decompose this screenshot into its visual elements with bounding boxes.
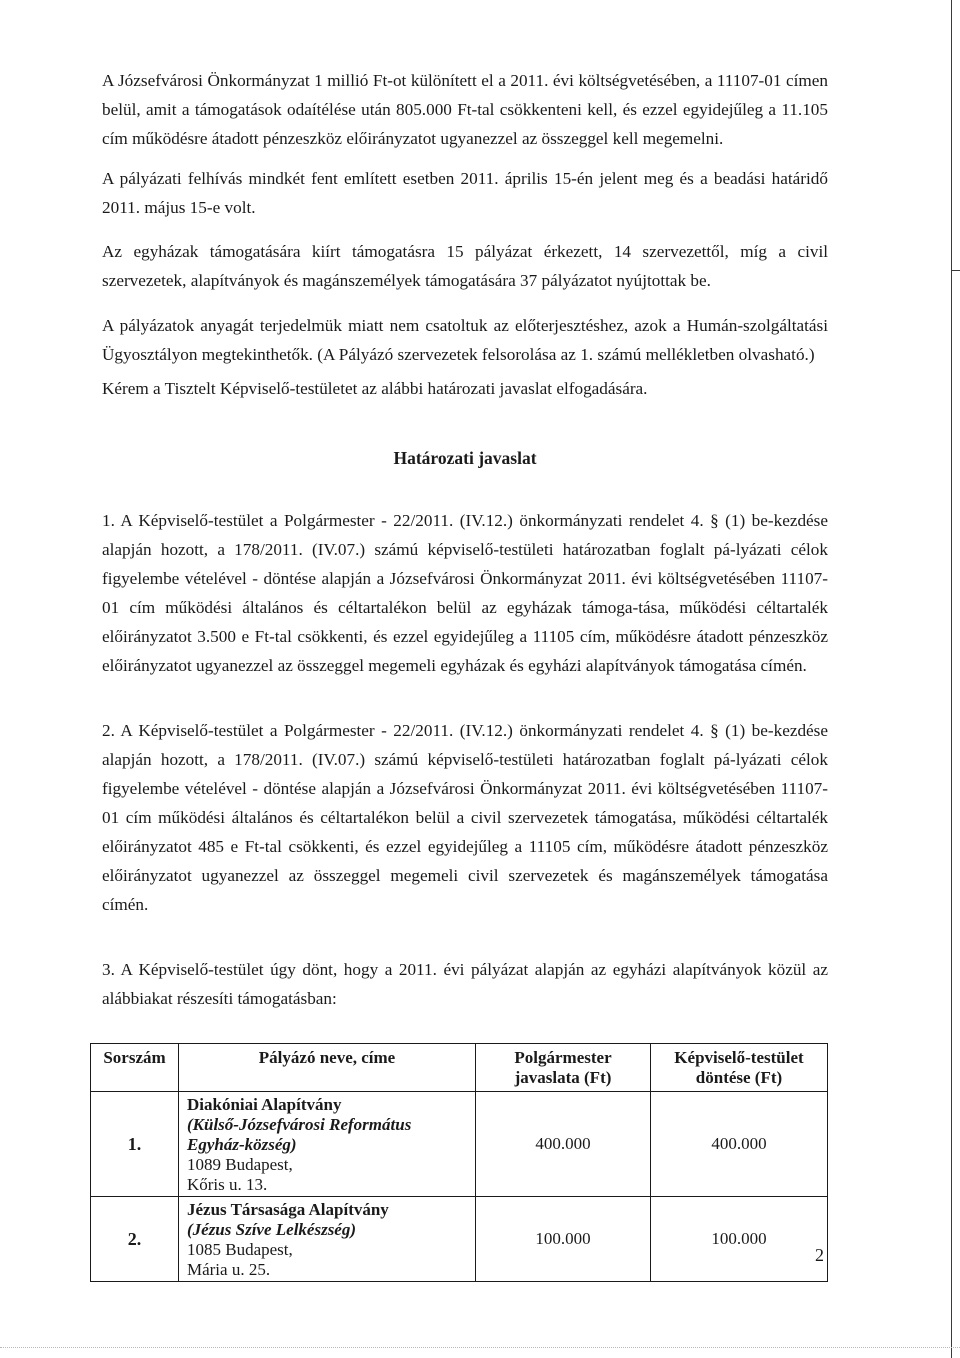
document-body: [102, 66, 828, 1282]
decision-3: 3. A Képviselő-testület úgy dönt, hogy a 2011. évi pályázat alapján az egyházi alapítványok közül az alábbiakat részesíti támogatásban:: [102, 960, 828, 1008]
decision-2: 2. A Képviselő-testület a Polgármester - 22/2011. (IV.12.) önkormányzati rendelet 4. § (1) be-kezdése alapján hozott, a 178/2011. (IV.07.) számú képviselő-testületi határozatban foglalt pá-lyázati célok figyelembe vételével - döntése alapján a Józsefvárosi Önkormányzat 2011. évi költségvetésében 11107-01 cím működési általános és céltartalékon belül a civil szervezetek támogatása, működési céltartalék előirányzatot 485 e Ft-tal csökkenti, és ezzel egyidejűleg a 11105 cím, működésre átadott pénzeszköz előirányzatot ugyanezzel az összeggel megemeli civil szervezetek és magánszemélyek támogatása címén.: [102, 721, 828, 914]
proposal-amount: 100.000: [476, 1197, 651, 1282]
applicant-name: Diakóniai Alapítvány: [186, 1095, 342, 1114]
decision-amount: 400.000: [650, 1092, 827, 1197]
applicant-city: 1089 Budapest,: [186, 1155, 293, 1174]
scan-noise-line: [0, 1347, 960, 1348]
applicant-name: Jézus Társasága Alapítvány: [186, 1200, 389, 1219]
row-number: 1.: [91, 1092, 179, 1197]
paragraph-request: Kérem a Tisztelt Képviselő-testületet az alábbi határozati javaslat elfogadására.: [102, 379, 648, 398]
header-applicant: Pályázó neve, címe: [178, 1044, 475, 1092]
paragraph-call: A pályázati felhívás mindkét fent említett esetben 2011. április 15-én jelent meg és a beadási határidő 2011. május 15-e volt.: [102, 169, 828, 217]
resolution-heading: Határozati javaslat: [393, 448, 537, 468]
header-council-decision: Képviselő-testület döntése (Ft): [650, 1044, 827, 1092]
applicant-parish: (Jézus Szíve Lelkészség): [186, 1220, 357, 1239]
decision-amount: 100.000: [650, 1197, 827, 1282]
paragraph-budget: A Józsefvárosi Önkormányzat 1 millió Ft-ot különített el a 2011. évi költségvetésében, a 11107-01 címen belül, amit a támogatások odaítélése után 805.000 Ft-tal csökkenteni kell, és ezzel egyidejűleg a 11.105 cím működésre átadott pénzeszköz előirányzatot ugyanezzel az összeggel kell megemelni.: [102, 71, 828, 148]
applicant-parish: (Külső-Józsefvárosi Református Egyház-község): [186, 1115, 412, 1154]
paragraph-applications: Az egyházak támogatására kiírt támogatásra 15 pályázat érkezett, 14 szervezettől, míg a civil szervezetek, alapítványok és magánszemélyek támogatására 37 pályázatot nyújtottak be.: [102, 242, 828, 290]
table-header-row: [91, 1044, 828, 1092]
applicant-street: Mária u. 25.: [186, 1260, 271, 1279]
row-number: 2.: [91, 1197, 179, 1282]
header-mayor-proposal: Polgármester javaslata (Ft): [476, 1044, 651, 1092]
table-row: [91, 1092, 828, 1197]
applicant-street: Kőris u. 13.: [186, 1175, 268, 1194]
page-edge-mark: [951, 270, 960, 271]
header-serial: Sorszám: [91, 1044, 179, 1092]
proposal-amount: 400.000: [476, 1092, 651, 1197]
page-number: 2: [815, 1245, 824, 1265]
support-table: [90, 1043, 828, 1282]
table-row: [91, 1197, 828, 1282]
page-edge-line: [951, 0, 952, 1358]
paragraph-materials: A pályázatok anyagát terjedelmük miatt nem csatoltuk az előterjesztéshez, azok a Humán-szolgáltatási Ügyosztályon megtekinthetők. (A Pályázó szervezetek felsorolása az 1. számú mellékletben olvasható.): [102, 316, 828, 364]
applicant-cell: [178, 1092, 475, 1197]
applicant-city: 1085 Budapest,: [186, 1240, 293, 1259]
decision-1: 1. A Képviselő-testület a Polgármester - 22/2011. (IV.12.) önkormányzati rendelet 4. § (1) be-kezdése alapján hozott, a 178/2011. (IV.07.) számú képviselő-testületi határozatban foglalt pá-lyázati célok figyelembe vételével - döntése alapján a Józsefvárosi Önkormányzat 2011. évi költségvetésében 11107-01 cím működési általános és céltartalékon belül az egyházak támoga-tása, működési céltartalék előirányzatot 3.500 e Ft-tal csökkenti, és ezzel egyidejűleg a 11105 cím, működésre átadott pénzeszköz előirányzatot ugyanezzel az összeggel megemeli egyházak és egyházi alapítványok támogatása címén.: [102, 511, 828, 675]
applicant-cell: [178, 1197, 475, 1282]
